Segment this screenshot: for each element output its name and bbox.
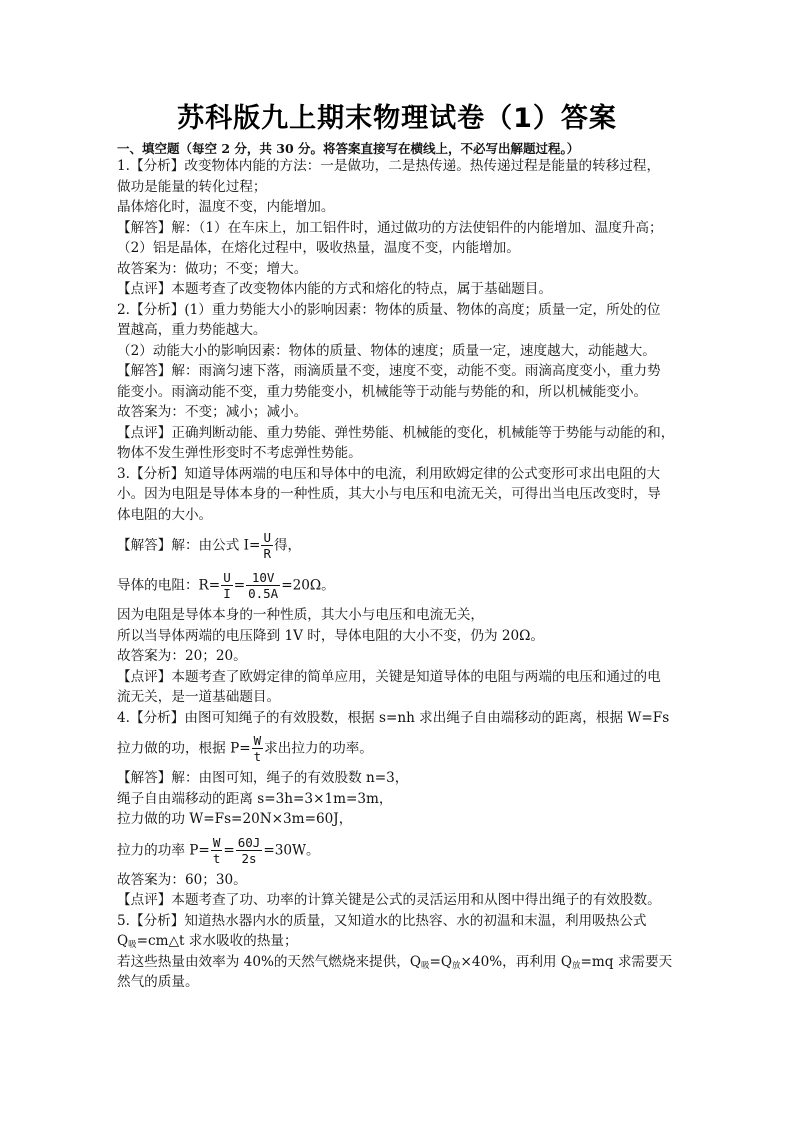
- formula-text: 拉力的功率 P=: [117, 842, 210, 858]
- formula-text: =: [223, 842, 235, 858]
- text-line: 3.【分析】知道导体两端的电压和导体中的电流，利用欧姆定律的公式变形可求出电阻的大: [117, 465, 661, 482]
- text-line: 因为电阻是导体本身的一种性质，其大小与电压和电流无关，: [117, 607, 485, 623]
- text-line: 所以当导体两端的电压降到 1V 时，导体电阻的大小不变，仍为 20Ω。: [117, 627, 545, 644]
- text-line: 流无关，是一道基础题目。: [117, 689, 281, 705]
- fraction-numerator: W: [212, 834, 221, 850]
- text-line: 拉力做的功 W=Fs=20N×3m=60J，: [117, 811, 353, 827]
- text-line: 体电阻的大小。: [117, 506, 213, 523]
- formula-text: 拉力做的功，根据 P=: [117, 740, 251, 757]
- text-line: 【点评】正确判断动能、重力势能、弹性势能、机械能的变化，机械能等于势能与动能的和，: [117, 424, 675, 441]
- fraction-numerator: 10V: [246, 570, 280, 586]
- section-heading: 一、填空题（每空 2 分，共 30 分。将答案直接写在横线上，不必写出解题过程。）: [117, 141, 580, 156]
- fraction-denominator: I: [223, 586, 231, 601]
- fraction-numerator: U: [263, 530, 271, 545]
- text-line: （2）铝是晶体，在熔化过程中，吸收热量，温度不变，内能增加。: [117, 240, 520, 256]
- text-line: 【解答】解：（1）在车床上，加工铝件时，通过做功的方法使铝件的内能增加、温度升高；: [117, 219, 663, 236]
- fraction: [261, 530, 273, 561]
- text-line: 【解答】解：由图可知，绳子的有效股数 n=3，: [117, 770, 409, 786]
- fraction: [246, 570, 280, 601]
- fraction-numerator: U: [223, 570, 231, 585]
- subscript: 放: [572, 960, 581, 971]
- text-line: 物体不发生弹性形变时不考虑弹性势能。: [117, 445, 362, 461]
- fraction: [252, 733, 264, 764]
- formula-text: 得，: [273, 537, 302, 554]
- formula-text: Q: [117, 933, 129, 949]
- formula-line: [117, 952, 683, 973]
- fraction-denominator: 0.5A: [248, 586, 279, 601]
- fraction-denominator: t: [253, 749, 262, 764]
- text-line: 置越高，重力势能越大。: [117, 322, 267, 338]
- text-line: 晶体熔化时，温度不变，内能增加。: [117, 199, 335, 215]
- text-line: 【点评】本题考查了改变物体内能的方式和熔化的特点，属于基础题目。: [117, 281, 552, 297]
- text-line: 故答案为：不变；减小；减小。: [117, 404, 308, 420]
- fraction: [221, 570, 233, 601]
- formula-text: =Q: [429, 953, 453, 970]
- text-line: 故答案为：60；30。: [117, 871, 247, 888]
- formula-text: 导体的电阻：R=: [117, 577, 221, 594]
- formula-text: 求出拉力的功率。: [264, 740, 373, 757]
- text-line: 绳子自由端移动的距离 s=3h=3×1m=3m，: [117, 790, 393, 807]
- document-title: 苏科版九上期末物理试卷（1）答案: [177, 103, 617, 134]
- text-line: 4.【分析】由图可知绳子的有效股数，根据 s=nh 求出绳子自由端移动的距离，根据 W=Fs: [117, 709, 670, 726]
- formula-text: =cm△t 求水吸收的热量；: [136, 933, 298, 949]
- formula-line: [117, 931, 683, 952]
- fraction: [211, 835, 223, 866]
- fraction-denominator: 2s: [241, 850, 257, 866]
- subscript: 吸: [128, 940, 137, 950]
- text-line: 做功是能量的转化过程；: [117, 178, 267, 195]
- text-line: 【点评】本题考查了欧姆定律的简单应用，关键是知道导体的电阻与两端的电压和通过的电: [117, 668, 661, 685]
- subscript: 放: [452, 960, 461, 971]
- fraction-denominator: t: [212, 850, 221, 866]
- formula-line: [117, 728, 683, 768]
- text-line: 故答案为：做功；不变；增大。: [117, 260, 308, 277]
- formula-line: [117, 525, 683, 565]
- text-line: 故答案为：20；20。: [117, 648, 247, 664]
- formula-text: =30W。: [263, 842, 320, 858]
- text-line: 能变小。雨滴动能不变，重力势能变小，机械能等于动能与势能的和，所以机械能变小。: [117, 383, 648, 400]
- formula-line: [117, 830, 683, 870]
- formula-text: =mq 求需要天: [580, 953, 673, 970]
- text-line: 【解答】解：雨滴匀速下落，雨滴质量不变，速度不变，动能不变。雨滴高度变小，重力势: [117, 363, 661, 379]
- subscript: 吸: [420, 960, 430, 971]
- text-line: 【点评】本题考查了功、功率的计算关键是公式的灵活运用和从图中得出绳子的有效股数。: [117, 892, 661, 908]
- formula-text: =20Ω。: [281, 577, 335, 594]
- formula-text: ×40%，再利用 Q: [460, 953, 572, 970]
- fraction-numerator: 60J: [237, 834, 261, 850]
- formula-text: 【解答】解：由公式 I=: [117, 537, 261, 554]
- fraction-denominator: R: [263, 546, 271, 561]
- answer-content: [117, 156, 683, 993]
- formula-text: =: [233, 577, 246, 594]
- text-line: 1.【分析】改变物体内能的方法：一是做功，二是热传递。热传递过程是能量的转移过程，: [117, 158, 661, 174]
- text-line: 小。因为电阻是导体本身的一种性质，其大小与电压和电流无关，可得出当电压改变时，导: [117, 486, 661, 502]
- formula-line: [117, 565, 683, 605]
- text-line: 然气的质量。: [117, 974, 199, 990]
- text-line: （2）动能大小的影响因素：物体的质量、物体的速度；质量一定，速度越大，动能越大。: [117, 342, 656, 359]
- formula-text: 若这些热量由效率为 40%的天然气燃烧来提供，Q: [117, 953, 421, 970]
- text-line: 5.【分析】知道热水器内水的质量，又知道水的比热容、水的初温和末温，利用吸热公式: [117, 912, 647, 929]
- fraction: [236, 835, 263, 866]
- text-line: 2.【分析】(1）重力势能大小的影响因素：物体的质量、物体的高度；质量一定，所处的位: [117, 301, 661, 318]
- fraction-numerator: W: [253, 733, 262, 748]
